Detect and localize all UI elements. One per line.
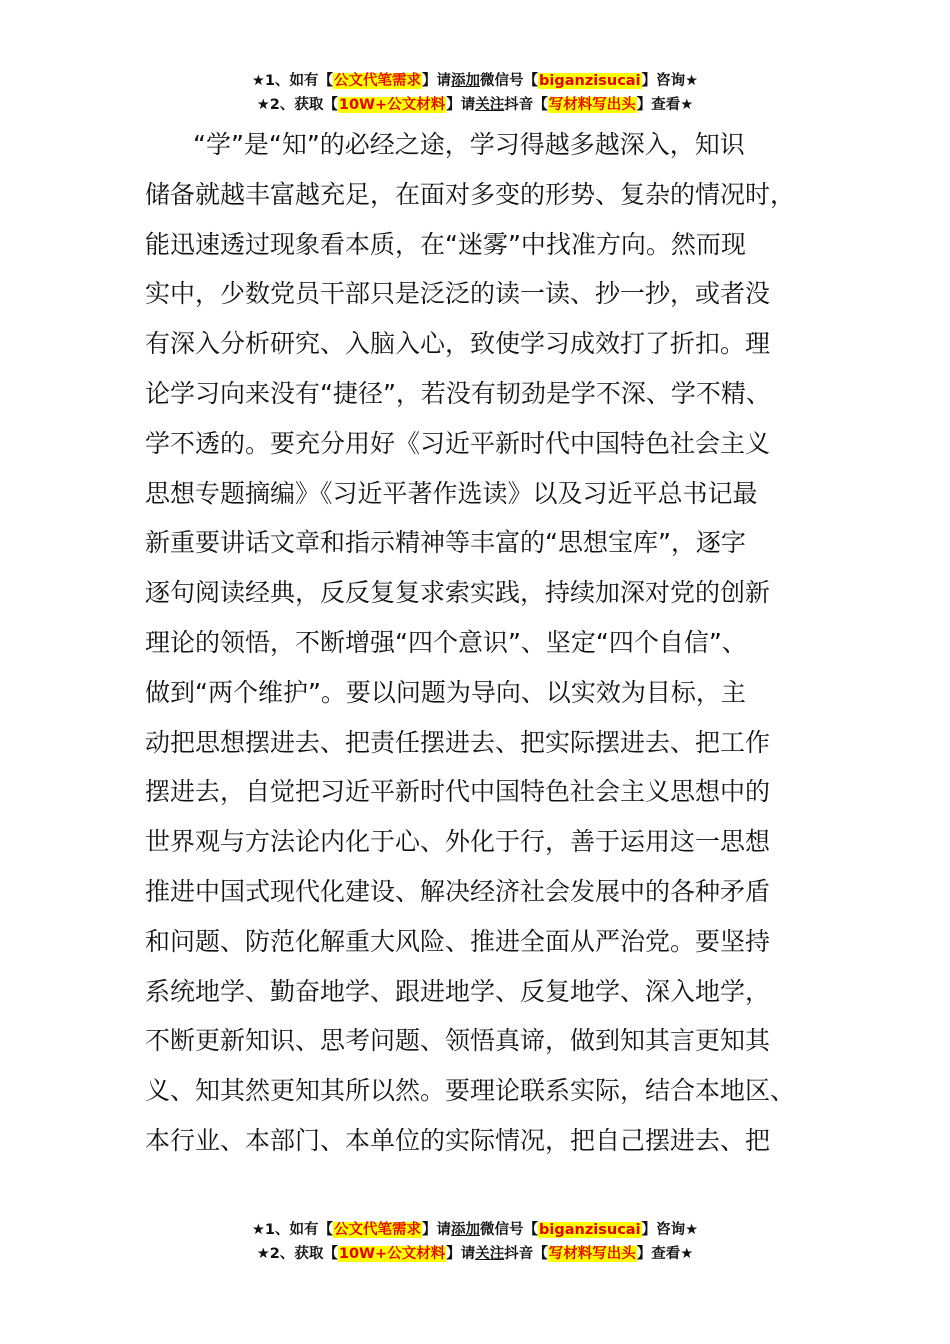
highlight-service: 公文代笔需求 — [334, 73, 422, 89]
body-line: 有深入分析研究、入脑入心，致使学习成效打了折扣。理 — [145, 329, 771, 359]
body-line: 新重要讲话文章和指示精神等丰富的“思想宝库”，逐字 — [145, 528, 746, 558]
body-line: 能迅速透过现象看本质，在“迷雾”中找准方向。然而现 — [145, 229, 746, 259]
body-line: 逐句阅读经典，反反复复求索实践，持续加深对党的创新 — [145, 578, 771, 608]
body-line: 义、知其然更知其所以然。要理论联系实际，结合本地区、 — [145, 1076, 796, 1106]
footer-banner — [0, 1218, 950, 1266]
banner-line-1: ★1、如有【公文代笔需求】请添加微信号【biganzisucai】咨询★ — [251, 1222, 699, 1238]
document-body — [145, 120, 815, 1166]
body-line: 系统地学、勤奋地学、跟进地学、反复地学、深入地学， — [145, 976, 771, 1006]
body-line: 学不透的。要充分用好《习近平新时代中国特色社会主义 — [145, 428, 771, 458]
body-line: 做到“两个维护”。要以问题为导向、以实效为目标，主 — [145, 677, 746, 707]
body-line: 实中，少数党员干部只是泛泛的读一读、抄一抄，或者没 — [145, 279, 771, 309]
body-line: 世界观与方法论内化于心、外化于行，善于运用这一思想 — [145, 827, 771, 857]
header-banner — [0, 69, 950, 117]
banner-line-2: ★2、获取【10W+公文材料】请关注抖音【写材料写出头】查看★ — [256, 97, 694, 113]
body-line: 论学习向来没有“捷径”，若没有韧劲是学不深、学不精、 — [145, 378, 771, 408]
body-line: 储备就越丰富越充足，在面对多变的形势、复杂的情况时， — [145, 179, 796, 209]
body-line: 理论的领悟，不断增强“四个意识”、坚定“四个自信”、 — [145, 627, 747, 657]
highlight-douyin-account: 写材料写出头 — [548, 1246, 636, 1262]
banner-line-1: ★1、如有【公文代笔需求】请添加微信号【biganzisucai】咨询★ — [251, 73, 699, 89]
highlight-douyin-account: 写材料写出头 — [548, 97, 636, 113]
body-line: “学”是“知”的必经之途，学习得越多越深入，知识 — [193, 130, 745, 159]
highlight-wechat-id: biganzisucai — [539, 1222, 641, 1238]
highlight-materials: 10W+公文材料 — [338, 1246, 446, 1262]
body-line: 动把思想摆进去、把责任摆进去、把实际摆进去、把工作 — [145, 727, 771, 757]
highlight-materials: 10W+公文材料 — [338, 97, 446, 113]
body-line: 思想专题摘编》《习近平著作选读》以及习近平总书记最 — [145, 478, 758, 508]
highlight-service: 公文代笔需求 — [334, 1222, 422, 1238]
body-line: 不断更新知识、思考问题、领悟真谛，做到知其言更知其 — [145, 1026, 771, 1056]
body-line: 本行业、本部门、本单位的实际情况，把自己摆进去、把 — [145, 1125, 771, 1155]
banner-line-2: ★2、获取【10W+公文材料】请关注抖音【写材料写出头】查看★ — [256, 1246, 694, 1262]
body-line: 推进中国式现代化建设、解决经济社会发展中的各种矛盾 — [145, 876, 771, 906]
highlight-wechat-id: biganzisucai — [539, 73, 641, 89]
body-line: 摆进去，自觉把习近平新时代中国特色社会主义思想中的 — [145, 777, 771, 807]
body-line: 和问题、防范化解重大风险、推进全面从严治党。要坚持 — [145, 926, 771, 956]
